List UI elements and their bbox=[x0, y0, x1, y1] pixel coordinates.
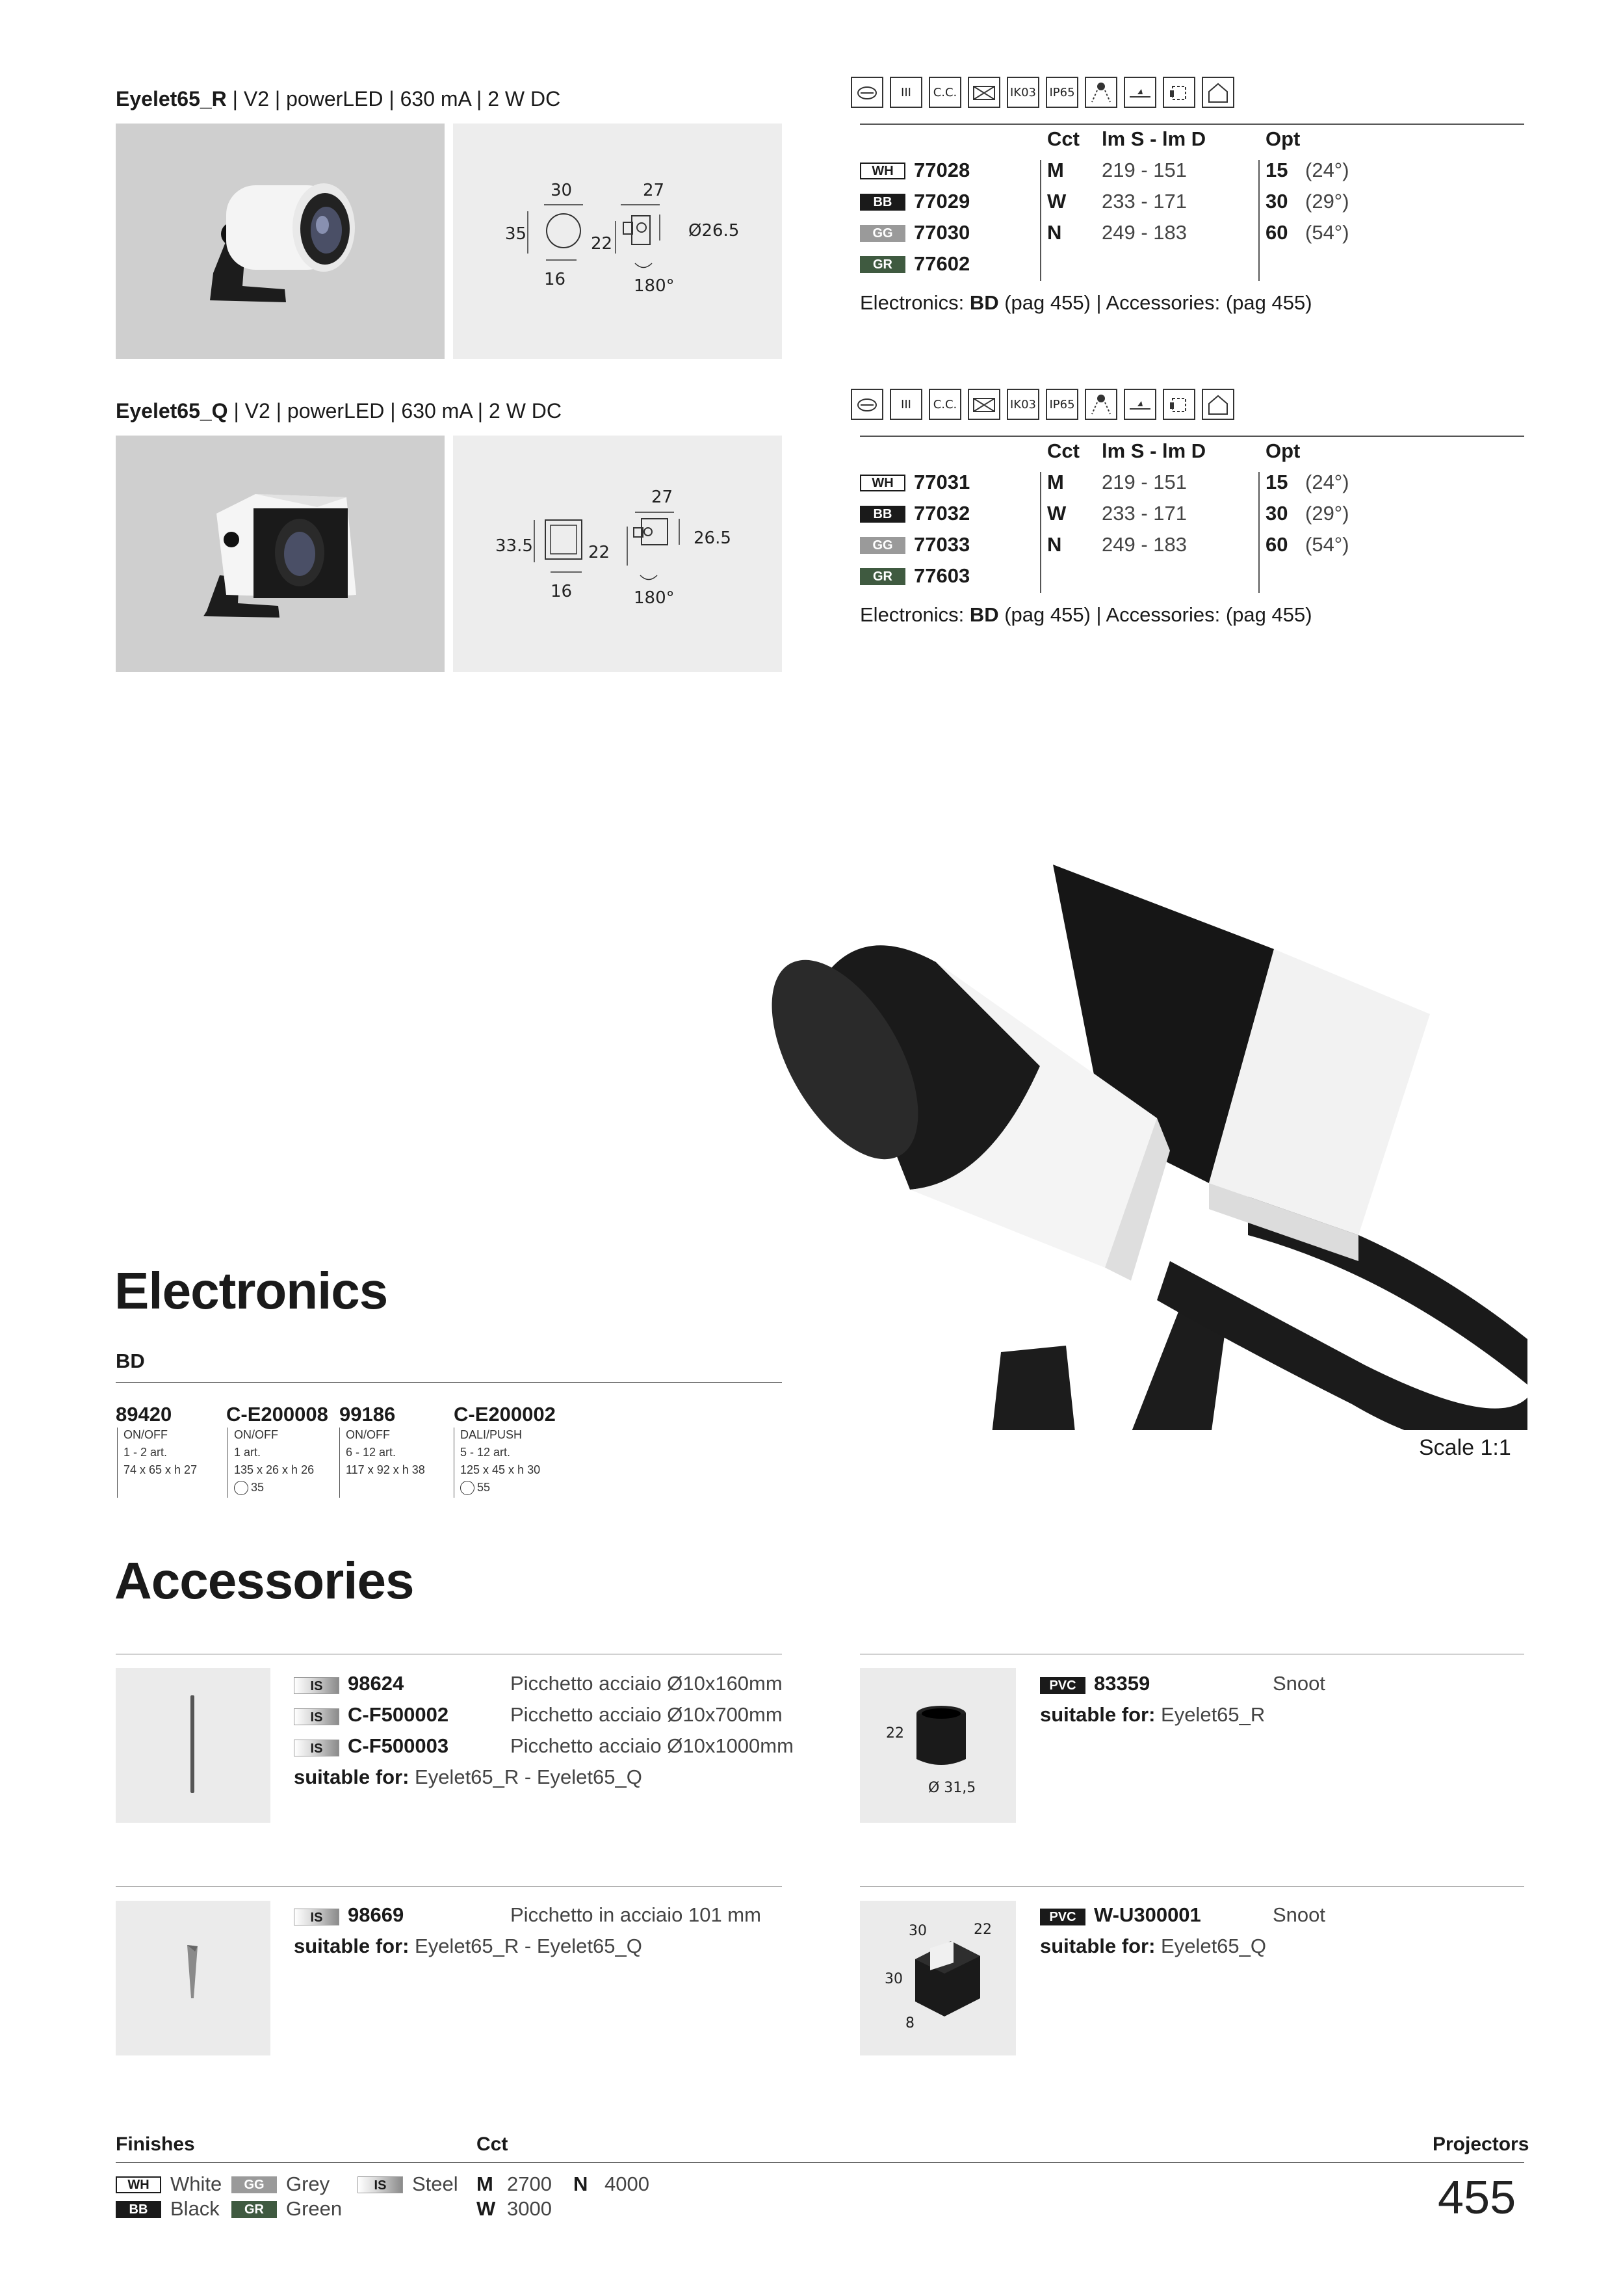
driver-dimensions: 74 x 65 x h 27 bbox=[123, 1463, 198, 1476]
finish-label: Steel bbox=[412, 2172, 458, 2195]
material-badge: IS bbox=[294, 1909, 339, 1925]
driver-mode: ON/OFF bbox=[346, 1428, 390, 1441]
dim-side-width: 27 bbox=[643, 181, 665, 200]
material-badge: IS bbox=[294, 1677, 339, 1694]
product-code: 77603 bbox=[914, 564, 970, 587]
lumen-value: 249 - 183 bbox=[1102, 533, 1187, 556]
suitable-for bbox=[294, 1935, 642, 1958]
finish-label: Green bbox=[286, 2197, 343, 2220]
dim-base: 8 bbox=[905, 2015, 915, 2031]
table-divider bbox=[1258, 472, 1260, 593]
optic-value: 15 bbox=[1266, 159, 1288, 181]
product-code: 77032 bbox=[914, 502, 970, 525]
dim-depth: 16 bbox=[551, 582, 573, 601]
driver-mode: DALI/PUSH bbox=[460, 1428, 523, 1441]
product-code: 77602 bbox=[914, 252, 970, 275]
driver-power-value: 55 bbox=[477, 1481, 491, 1494]
cct-code: W bbox=[476, 2197, 496, 2220]
cct-value: N bbox=[1047, 221, 1062, 244]
constant-current-icon: C.C. bbox=[929, 77, 961, 108]
beam-icon bbox=[1085, 77, 1117, 108]
optic-value: 30 bbox=[1266, 502, 1288, 525]
power-icon bbox=[460, 1481, 474, 1495]
driver-power bbox=[460, 1479, 540, 1496]
accessory-desc: Picchetto in acciaio 101 mm bbox=[510, 1903, 761, 1926]
product-name: Eyelet65_Q bbox=[116, 399, 228, 423]
electronics-suffix: (pag 455) | Accessories: (pag 455) bbox=[998, 291, 1312, 314]
cct-code: N bbox=[573, 2172, 588, 2195]
power-icon bbox=[234, 1481, 248, 1495]
cct-value: 3000 bbox=[507, 2197, 552, 2220]
section-label: Projectors bbox=[1433, 2133, 1529, 2155]
finish-badge: BB bbox=[860, 506, 905, 523]
finish-badge: GR bbox=[231, 2201, 277, 2218]
driver-power bbox=[234, 1479, 314, 1496]
accessory-rule bbox=[860, 1886, 1524, 1887]
dim-height: 22 bbox=[886, 1725, 904, 1742]
no-insulation-icon bbox=[968, 77, 1000, 108]
finish-badge: GG bbox=[231, 2176, 277, 2193]
class-iii-icon: III bbox=[890, 389, 922, 420]
accessory-code: 98624 bbox=[348, 1672, 404, 1695]
material-badge: PVC bbox=[1040, 1677, 1085, 1694]
dim-diameter: Ø26.5 bbox=[688, 221, 740, 241]
suitable-value: Eyelet65_Q bbox=[1155, 1935, 1267, 1957]
cert-icons bbox=[851, 77, 1234, 108]
driver-code: 99186 bbox=[339, 1403, 396, 1426]
dim-width: 30 bbox=[909, 1923, 927, 1939]
col-cct: Cct bbox=[1047, 127, 1080, 150]
accessory-desc: Snoot bbox=[1273, 1903, 1326, 1926]
cct-value: W bbox=[1047, 190, 1067, 213]
product-title bbox=[116, 399, 562, 423]
electronics-link[interactable]: BD bbox=[969, 603, 999, 626]
finish-badge: IS bbox=[357, 2176, 403, 2193]
product-code: 77033 bbox=[914, 533, 970, 556]
cert-icons bbox=[851, 389, 1234, 420]
suitable-for bbox=[294, 1766, 642, 1789]
dim-depth: 22 bbox=[974, 1922, 992, 1938]
item-divider bbox=[339, 1428, 340, 1498]
cct-value: 4000 bbox=[604, 2172, 649, 2195]
accessory-code: 83359 bbox=[1094, 1672, 1150, 1695]
accessory-desc: Picchetto acciaio Ø10x160mm bbox=[510, 1672, 783, 1695]
suitable-for bbox=[1040, 1703, 1265, 1727]
electronics-rule bbox=[116, 1382, 782, 1383]
driver-code: C-E200008 bbox=[226, 1403, 328, 1426]
suitable-label: suitable for: bbox=[294, 1766, 409, 1788]
electronics-subtitle: BD bbox=[116, 1350, 145, 1372]
cct-value: W bbox=[1047, 502, 1067, 525]
wall-mount-icon bbox=[1163, 389, 1195, 420]
driver-dimensions: 125 x 45 x h 30 bbox=[460, 1463, 541, 1476]
accessory-desc: Snoot bbox=[1273, 1672, 1326, 1695]
page-number: 455 bbox=[1438, 2172, 1516, 2224]
constant-current-icon: C.C. bbox=[929, 389, 961, 420]
finish-badge: GG bbox=[860, 225, 905, 242]
cct-value: N bbox=[1047, 533, 1062, 556]
optic-degrees: (54°) bbox=[1305, 221, 1349, 244]
optic-degrees: (29°) bbox=[1305, 502, 1349, 525]
finish-badge: BB bbox=[860, 194, 905, 211]
material-badge: PVC bbox=[1040, 1909, 1085, 1925]
driver-capacity: 1 - 2 art. bbox=[123, 1446, 168, 1459]
outdoor-icon bbox=[1202, 389, 1234, 420]
accessory-desc: Picchetto acciaio Ø10x700mm bbox=[510, 1703, 783, 1726]
finish-badge: WH bbox=[860, 475, 905, 491]
cct-value: M bbox=[1047, 471, 1064, 493]
dimension-drawing bbox=[453, 124, 782, 359]
lumen-value: 219 - 151 bbox=[1102, 159, 1187, 181]
suitable-value: Eyelet65_R - Eyelet65_Q bbox=[409, 1935, 642, 1957]
class-ii-icon bbox=[851, 77, 883, 108]
optic-value: 30 bbox=[1266, 190, 1288, 213]
dim-right-height: 26.5 bbox=[694, 528, 731, 548]
finishes-label: Finishes bbox=[116, 2133, 195, 2155]
lumen-value: 233 - 171 bbox=[1102, 190, 1187, 213]
ip-rating-icon: IP65 bbox=[1046, 77, 1078, 108]
accessory-code: 98669 bbox=[348, 1903, 404, 1926]
product-code: 77031 bbox=[914, 471, 970, 493]
product-name: Eyelet65_R bbox=[116, 87, 227, 111]
class-iii-icon: III bbox=[890, 77, 922, 108]
no-insulation-icon bbox=[968, 389, 1000, 420]
outdoor-icon bbox=[1202, 77, 1234, 108]
snoot-q-image bbox=[860, 1901, 1016, 2055]
driver-power-value: 35 bbox=[251, 1481, 265, 1494]
dim-width: 30 bbox=[551, 181, 573, 200]
driver-capacity: 5 - 12 art. bbox=[460, 1446, 511, 1459]
finish-badge: WH bbox=[860, 163, 905, 179]
accessory-rule bbox=[116, 1886, 782, 1887]
driver-mode: ON/OFF bbox=[234, 1428, 278, 1441]
table-top-rule bbox=[860, 436, 1524, 437]
dim-depth: 16 bbox=[544, 270, 566, 289]
driver-code: 89420 bbox=[116, 1403, 172, 1426]
suitable-label: suitable for: bbox=[1040, 1935, 1156, 1957]
electronics-title: Electronics bbox=[114, 1262, 388, 1320]
ik-rating-icon: IK03 bbox=[1007, 77, 1039, 108]
dim-side-height: 22 bbox=[588, 543, 610, 562]
cct-code: M bbox=[476, 2172, 493, 2195]
finish-badge: WH bbox=[116, 2176, 161, 2193]
wall-mount-icon bbox=[1163, 77, 1195, 108]
table-divider bbox=[1040, 160, 1041, 281]
electronics-suffix: (pag 455) | Accessories: (pag 455) bbox=[998, 603, 1312, 626]
electronics-link[interactable]: BD bbox=[969, 291, 999, 314]
optic-degrees: (29°) bbox=[1305, 190, 1349, 213]
driver-details bbox=[460, 1426, 540, 1496]
driver-capacity: 1 art. bbox=[234, 1446, 261, 1459]
driver-mode: ON/OFF bbox=[123, 1428, 168, 1441]
suitable-value: Eyelet65_R - Eyelet65_Q bbox=[409, 1766, 642, 1788]
electronics-ref bbox=[860, 603, 1312, 627]
dim-side-width: 27 bbox=[651, 488, 673, 507]
item-divider bbox=[117, 1428, 118, 1498]
driver-details bbox=[123, 1426, 197, 1479]
table-top-rule bbox=[860, 124, 1524, 125]
col-lumen: lm S - lm D bbox=[1102, 127, 1206, 150]
lumen-value: 233 - 171 bbox=[1102, 502, 1187, 525]
dim-height: 33.5 bbox=[495, 536, 533, 556]
col-lumen: lm S - lm D bbox=[1102, 439, 1206, 462]
dim-angle: 180° bbox=[634, 588, 675, 608]
finish-badge: GG bbox=[860, 537, 905, 554]
accessories-title: Accessories bbox=[114, 1552, 414, 1610]
dim-side-height: 22 bbox=[591, 234, 613, 254]
product-code: 77029 bbox=[914, 190, 970, 213]
suitable-label: suitable for: bbox=[1040, 1703, 1156, 1726]
optic-degrees: (24°) bbox=[1305, 471, 1349, 493]
col-optic: Opt bbox=[1266, 127, 1301, 150]
driver-details bbox=[234, 1426, 314, 1496]
electronics-prefix: Electronics: bbox=[860, 603, 970, 626]
optic-degrees: (24°) bbox=[1305, 159, 1349, 181]
col-cct: Cct bbox=[1047, 439, 1080, 462]
finish-badge: BB bbox=[116, 2201, 161, 2218]
table-divider bbox=[1040, 472, 1041, 593]
snoot-r-image bbox=[860, 1668, 1016, 1823]
driver-capacity: 6 - 12 art. bbox=[346, 1446, 396, 1459]
ip-rating-icon: IP65 bbox=[1046, 389, 1078, 420]
electronics-ref bbox=[860, 291, 1312, 315]
material-badge: IS bbox=[294, 1708, 339, 1725]
driver-details bbox=[346, 1426, 425, 1479]
col-optic: Opt bbox=[1266, 439, 1301, 462]
dimension-lines bbox=[453, 124, 782, 359]
cct-value: M bbox=[1047, 159, 1064, 181]
eyelet-q-image bbox=[116, 436, 445, 672]
suitable-for bbox=[1040, 1935, 1266, 1958]
product-code: 77030 bbox=[914, 221, 970, 244]
accessory-code: C-F500002 bbox=[348, 1703, 449, 1726]
material-badge: IS bbox=[294, 1740, 339, 1756]
cct-value: 2700 bbox=[507, 2172, 552, 2195]
driver-code: C-E200002 bbox=[454, 1403, 556, 1426]
dim-diameter: Ø 31,5 bbox=[928, 1780, 976, 1796]
hero-product-photo bbox=[715, 845, 1527, 1430]
finish-badge: GR bbox=[860, 568, 905, 585]
optic-value: 60 bbox=[1266, 221, 1288, 244]
optic-value: 60 bbox=[1266, 533, 1288, 556]
beam-icon bbox=[1085, 389, 1117, 420]
item-divider bbox=[227, 1428, 228, 1498]
driver-dimensions: 135 x 26 x h 26 bbox=[234, 1463, 315, 1476]
accessory-code: C-F500003 bbox=[348, 1734, 449, 1757]
lumen-value: 219 - 151 bbox=[1102, 471, 1187, 493]
finish-badge: GR bbox=[860, 256, 905, 273]
product-code: 77028 bbox=[914, 159, 970, 181]
dim-height: 30 bbox=[885, 1971, 903, 1987]
optic-value: 15 bbox=[1266, 471, 1288, 493]
dim-height: 35 bbox=[505, 224, 527, 244]
product-photo bbox=[116, 124, 445, 359]
suitable-label: suitable for: bbox=[294, 1935, 409, 1957]
scale-label: Scale 1:1 bbox=[1419, 1435, 1511, 1460]
short-stake-image bbox=[116, 1901, 270, 2055]
stake-image bbox=[116, 1668, 270, 1823]
finish-label: Grey bbox=[286, 2172, 330, 2195]
accessory-desc: Picchetto acciaio Ø10x1000mm bbox=[510, 1734, 794, 1757]
finish-label: Black bbox=[170, 2197, 220, 2220]
electronics-prefix: Electronics: bbox=[860, 291, 970, 314]
product-spec: | V2 | powerLED | 630 mA | 2 W DC bbox=[226, 87, 561, 111]
product-photo bbox=[116, 436, 445, 672]
product-spec: | V2 | powerLED | 630 mA | 2 W DC bbox=[227, 399, 562, 423]
finish-label: White bbox=[170, 2172, 222, 2195]
suitable-value: Eyelet65_R bbox=[1155, 1703, 1266, 1726]
footer-rule bbox=[116, 2162, 1524, 2163]
dim-angle: 180° bbox=[634, 276, 675, 296]
driver-dimensions: 117 x 92 x h 38 bbox=[346, 1463, 425, 1476]
ground-mount-icon bbox=[1124, 389, 1156, 420]
ik-rating-icon: IK03 bbox=[1007, 389, 1039, 420]
eyelet-r-image bbox=[116, 124, 445, 359]
product-title bbox=[116, 87, 560, 111]
accessory-code: W-U300001 bbox=[1094, 1903, 1201, 1926]
dimension-drawing bbox=[453, 436, 782, 672]
cct-label: Cct bbox=[476, 2133, 508, 2155]
ground-mount-icon bbox=[1124, 77, 1156, 108]
lumen-value: 249 - 183 bbox=[1102, 221, 1187, 244]
table-divider bbox=[1258, 160, 1260, 281]
class-ii-icon bbox=[851, 389, 883, 420]
optic-degrees: (54°) bbox=[1305, 533, 1349, 556]
